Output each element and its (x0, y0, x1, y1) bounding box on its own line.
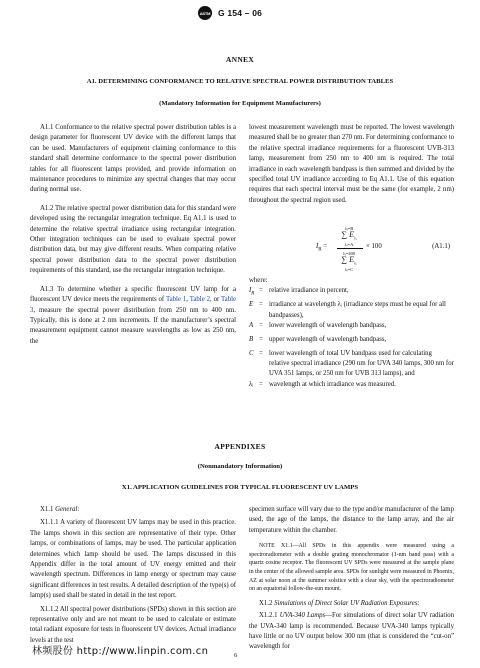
paragraph-x1-2-1: X1.2.1 UVA-340 Lamps—For simulations of direct solar UV radiation the UVA-340 lamp is recommended. Because UVA-340 lamps typically have little or no UV output below 300 nm (that is considered the “cut-on” wavelength for (249, 612, 455, 651)
definition-text: lower wavelength of total UV bandpass used for calculating relative spectral irradiance (290 nm for UVA 340 lamps, 300 nm for UVA 351 lamps, or 250 nm for UVB 313 lamps), and (269, 349, 454, 378)
paragraph-x1-1-1: X1.1.1 A variety of fluorescent UV lamps may be used in this practice. The lamps shown in this section are representative of their type. Other lamps, or combinations of lamps, may be used. The particular application determines which lamp should be used. The lamps discussed in this Appendix differ in the total amount of UV energy emitted and their wavelength spectrum. Differences in lamp energy or spectrum may cause significant differences in test results. A detailed description of the type(s) of lamp(s) used shall be stated in detail in the test report. (30, 519, 236, 600)
definition-symbol: A (249, 321, 254, 329)
definition-item (249, 349, 454, 380)
definition-equals: = (259, 301, 263, 309)
definition-equals: = (259, 321, 263, 329)
definition-item (249, 286, 454, 300)
paragraph-x1-1-2: X1.1.2 All spectral power distributions (SPDs) shown in this section are representative only and are not meant to be used to calculate or estimate total radiant exposure for tests in fluorescent UV devices. Actual irradiance levels at the test (30, 605, 236, 644)
note-x1-1: NOTE X1.1—All SPDs in this appendix were measured using a spectroradiometer with a double grating monochromator (1-nm band pass) with a quartz cosine receptor. The fluorescent UV SPDs were measured at the sample plane in the center of the allowed sample area. SPDs for sunlight were measured in Phoenix, AZ at solar noon at the summer solstice with a clear sky, with the spectroradiometer on an equatorial follow-the-sun mount. (249, 543, 454, 593)
definition-item (249, 321, 454, 335)
paragraph-a1-3: A1.3 To determine whether a specific fluorescent UV lamp for a fluorescent UV device meets the requirements of Table 1, Table 2, or Table 3, measure the spectral power distribution from 250 nm to 400 nm. Typically, this is done at 2 nm increments. If the manufacturer’s spectral measurement equipment cannot measure wavelengths as low as 250 nm, the (30, 285, 236, 345)
mandatory-note: (Mandatory Information for Equipment Manufacturers) (159, 100, 321, 107)
definition-symbol: E (249, 301, 254, 309)
definition-item (249, 380, 454, 394)
section-a1-heading: A1. DETERMINING CONFORMANCE TO RELATIVE SPECTRAL POWER DISTRIBUTION TABLES (86, 78, 394, 85)
definition-text: irradiance at wavelength λᵢ (irradiance steps must be equal for all bandpasses), (269, 301, 446, 319)
definition-text: wavelength at which irradiance was measured. (269, 380, 396, 388)
definition-equals: = (259, 349, 263, 357)
definition-equals: = (259, 380, 263, 388)
definition-item (249, 335, 454, 349)
definition-list (249, 286, 454, 393)
paragraph-a1-2: A1.2 The relative spectral power distribution data for this standard were developed using the rectangular integration technique. Eq A1.1 is used to determine the relative spectral irradiance using rectangular integration. Other integration techniques can be used to evaluate spectral power distribution data, but may give different results. When comparing relative spectral power distribution data to the spectral power distribution requirements of this standard, use the rectangular integration technique. (30, 204, 236, 275)
equation-a1-1 (248, 226, 454, 276)
paragraph-x1-1: X1.1 General: (40, 506, 80, 513)
page-header (198, 6, 262, 20)
astm-logo: ASTM (198, 6, 212, 20)
definition-text: relative irradiance in percent, (269, 287, 349, 295)
fraction-bar (337, 248, 363, 249)
page-number: 6 (234, 652, 238, 659)
table-2-link[interactable]: Table 2 (189, 296, 210, 304)
appendix-right-column (249, 505, 454, 653)
definition-symbol: λᵢ (249, 380, 254, 388)
paragraph-x1-1-2-continued: specimen surface will vary due to the type and/or manufacturer of the lamp used, the age of the lamps, the distance to the lamp array, and the air temperature within the chamber. (249, 506, 454, 534)
equation-lhs: $I_R$ = (316, 243, 328, 253)
where-definitions (249, 276, 454, 394)
appendixes-heading: APPENDIXES (214, 442, 266, 451)
annex-left-column (30, 123, 236, 347)
section-x1-heading: X1. APPLICATION GUIDELINES FOR TYPICAL FLUORESCENT UV LAMPS (121, 484, 359, 491)
table-1-link[interactable]: Table 1 (165, 296, 187, 304)
definition-text: upper wavelength of wavelength bandpass, (269, 335, 387, 343)
annex-right-column (249, 123, 454, 206)
annex-heading: ANNEX (225, 55, 255, 64)
paragraph-a1-1: A1.1 Conformance to the relative spectral power distribution tables is a design parameter for fluorescent UV device with the different lamps that can be used. Manufacturers of equipment claiming conformance to this standard shall determine conformance to the spectral power distribution tables for all fluorescent lamps provided, and provide information on maintenance procedures to minimize any spectral changes that may occur during normal use. (30, 124, 236, 194)
equation-numerator: λᵢ=B ∑ $E_{\lambda ᵢ}$ λᵢ=A (341, 226, 357, 247)
watermark-footer: 林频股份 http://www.linpin.com.cn (32, 646, 209, 657)
table-3-link[interactable]: Table 3 (30, 296, 236, 314)
definition-symbol: $I_R$ (249, 287, 255, 297)
definition-symbol: C (249, 349, 254, 357)
definition-equals: = (259, 287, 263, 295)
appendix-left-column (30, 505, 236, 646)
definition-symbol: B (249, 335, 254, 343)
paragraph-a1-3-continued: lowest measurement wavelength must be reported. The lowest wavelength measured shall be no greater than 270 nm. For determining conformance to the relative spectral irradiance requirements for a fluorescent UVB-313 lamp, measurement from 250 nm to 400 nm is required. The total irradiance in each wavelength bandpass is then summed and divided by the specified total UV irradiance according to Eq A1.1. Use of this equation requires that each spectral interval must be the same (for example, 2 nm) throughout the spectral region used. (249, 124, 454, 204)
paragraph-x1-2: X1.2 Simulations of Direct Solar UV Radiation Exposures: (259, 599, 420, 607)
definition-text: lower wavelength of wavelength bandpass, (269, 321, 387, 329)
document-id: G 154 – 06 (218, 8, 263, 18)
equation-denominator: λᵢ=400 ∑ $E_{\lambda ᵢ}$ λᵢ=C (341, 251, 357, 272)
where-label: where: (249, 277, 268, 284)
equation-multiplier: × 100 (366, 243, 382, 250)
equation-number: (A1.1) (432, 243, 450, 250)
nonmandatory-note: (Nonmandatory Information) (197, 463, 283, 470)
definition-equals: = (259, 335, 263, 343)
definition-item (249, 300, 454, 321)
